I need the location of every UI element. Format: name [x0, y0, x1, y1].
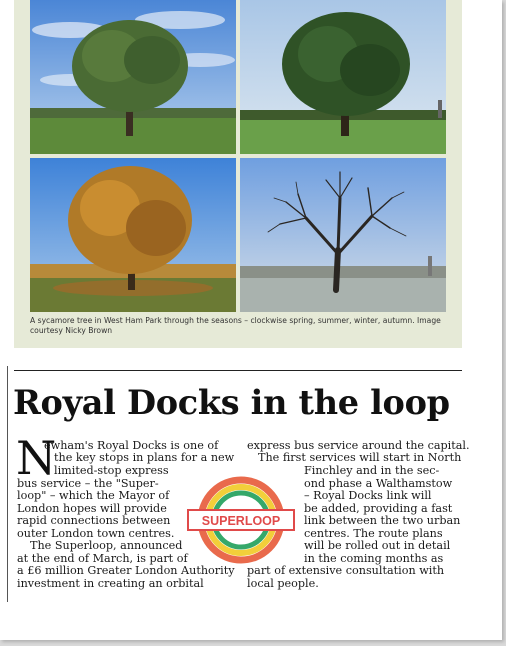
text-line: loop" – which the Mayor of [17, 489, 170, 502]
text-line: limited-stop express [54, 464, 169, 477]
text-line: link between the two urban [304, 514, 461, 527]
photo-summer [240, 0, 446, 154]
text-line: a £6 million Greater London Authority [17, 564, 235, 577]
text-line: ond phase a Walthamstow [304, 477, 453, 490]
text-line: The first services will start in North [258, 451, 462, 464]
photo-panel [14, 0, 462, 348]
text-line: part of extensive consultation with [247, 564, 445, 577]
drop-cap: N [16, 431, 57, 485]
photo-autumn [30, 158, 236, 312]
season-photo-grid [30, 0, 446, 312]
text-line: local people. [247, 577, 319, 590]
text-line: at the end of March, is part of [17, 552, 188, 565]
text-line: rapid connections between [17, 514, 171, 527]
text-line: – Royal Docks link will [304, 489, 432, 502]
text-line: express bus service around the capital. [247, 439, 470, 452]
text-line: the key stops in plans for a new [54, 451, 235, 464]
text-line: be added, providing a fast [304, 502, 453, 515]
photo-spring [30, 0, 236, 154]
text-line: London hopes will provide [17, 502, 167, 515]
photo-winter [240, 158, 446, 312]
text-line: ewham's Royal Docks is one of [44, 439, 219, 452]
headline-rule [14, 370, 462, 371]
column-rule-left [7, 366, 8, 602]
text-line: outer London town centres. [17, 527, 175, 540]
text-line: bus service – the "Super- [17, 477, 159, 490]
text-line: in the coming months as [304, 552, 444, 565]
superloop-logo [186, 476, 296, 564]
text-line: The Superloop, announced [30, 539, 183, 552]
text-line: investment in creating an orbital [17, 577, 204, 590]
superloop-logo-text: SUPERLOOP [201, 514, 281, 528]
headline: Royal Docks in the loop [13, 383, 450, 422]
text-line: centres. The route plans [304, 527, 443, 540]
photo-caption: A sycamore tree in West Ham Park through the seasons – clockwise spring, summer, winter, autumn. Image courtesy Nicky Brown [30, 316, 441, 335]
text-line: Finchley and in the sec- [304, 464, 440, 477]
text-line: will be rolled out in detail [304, 539, 451, 552]
